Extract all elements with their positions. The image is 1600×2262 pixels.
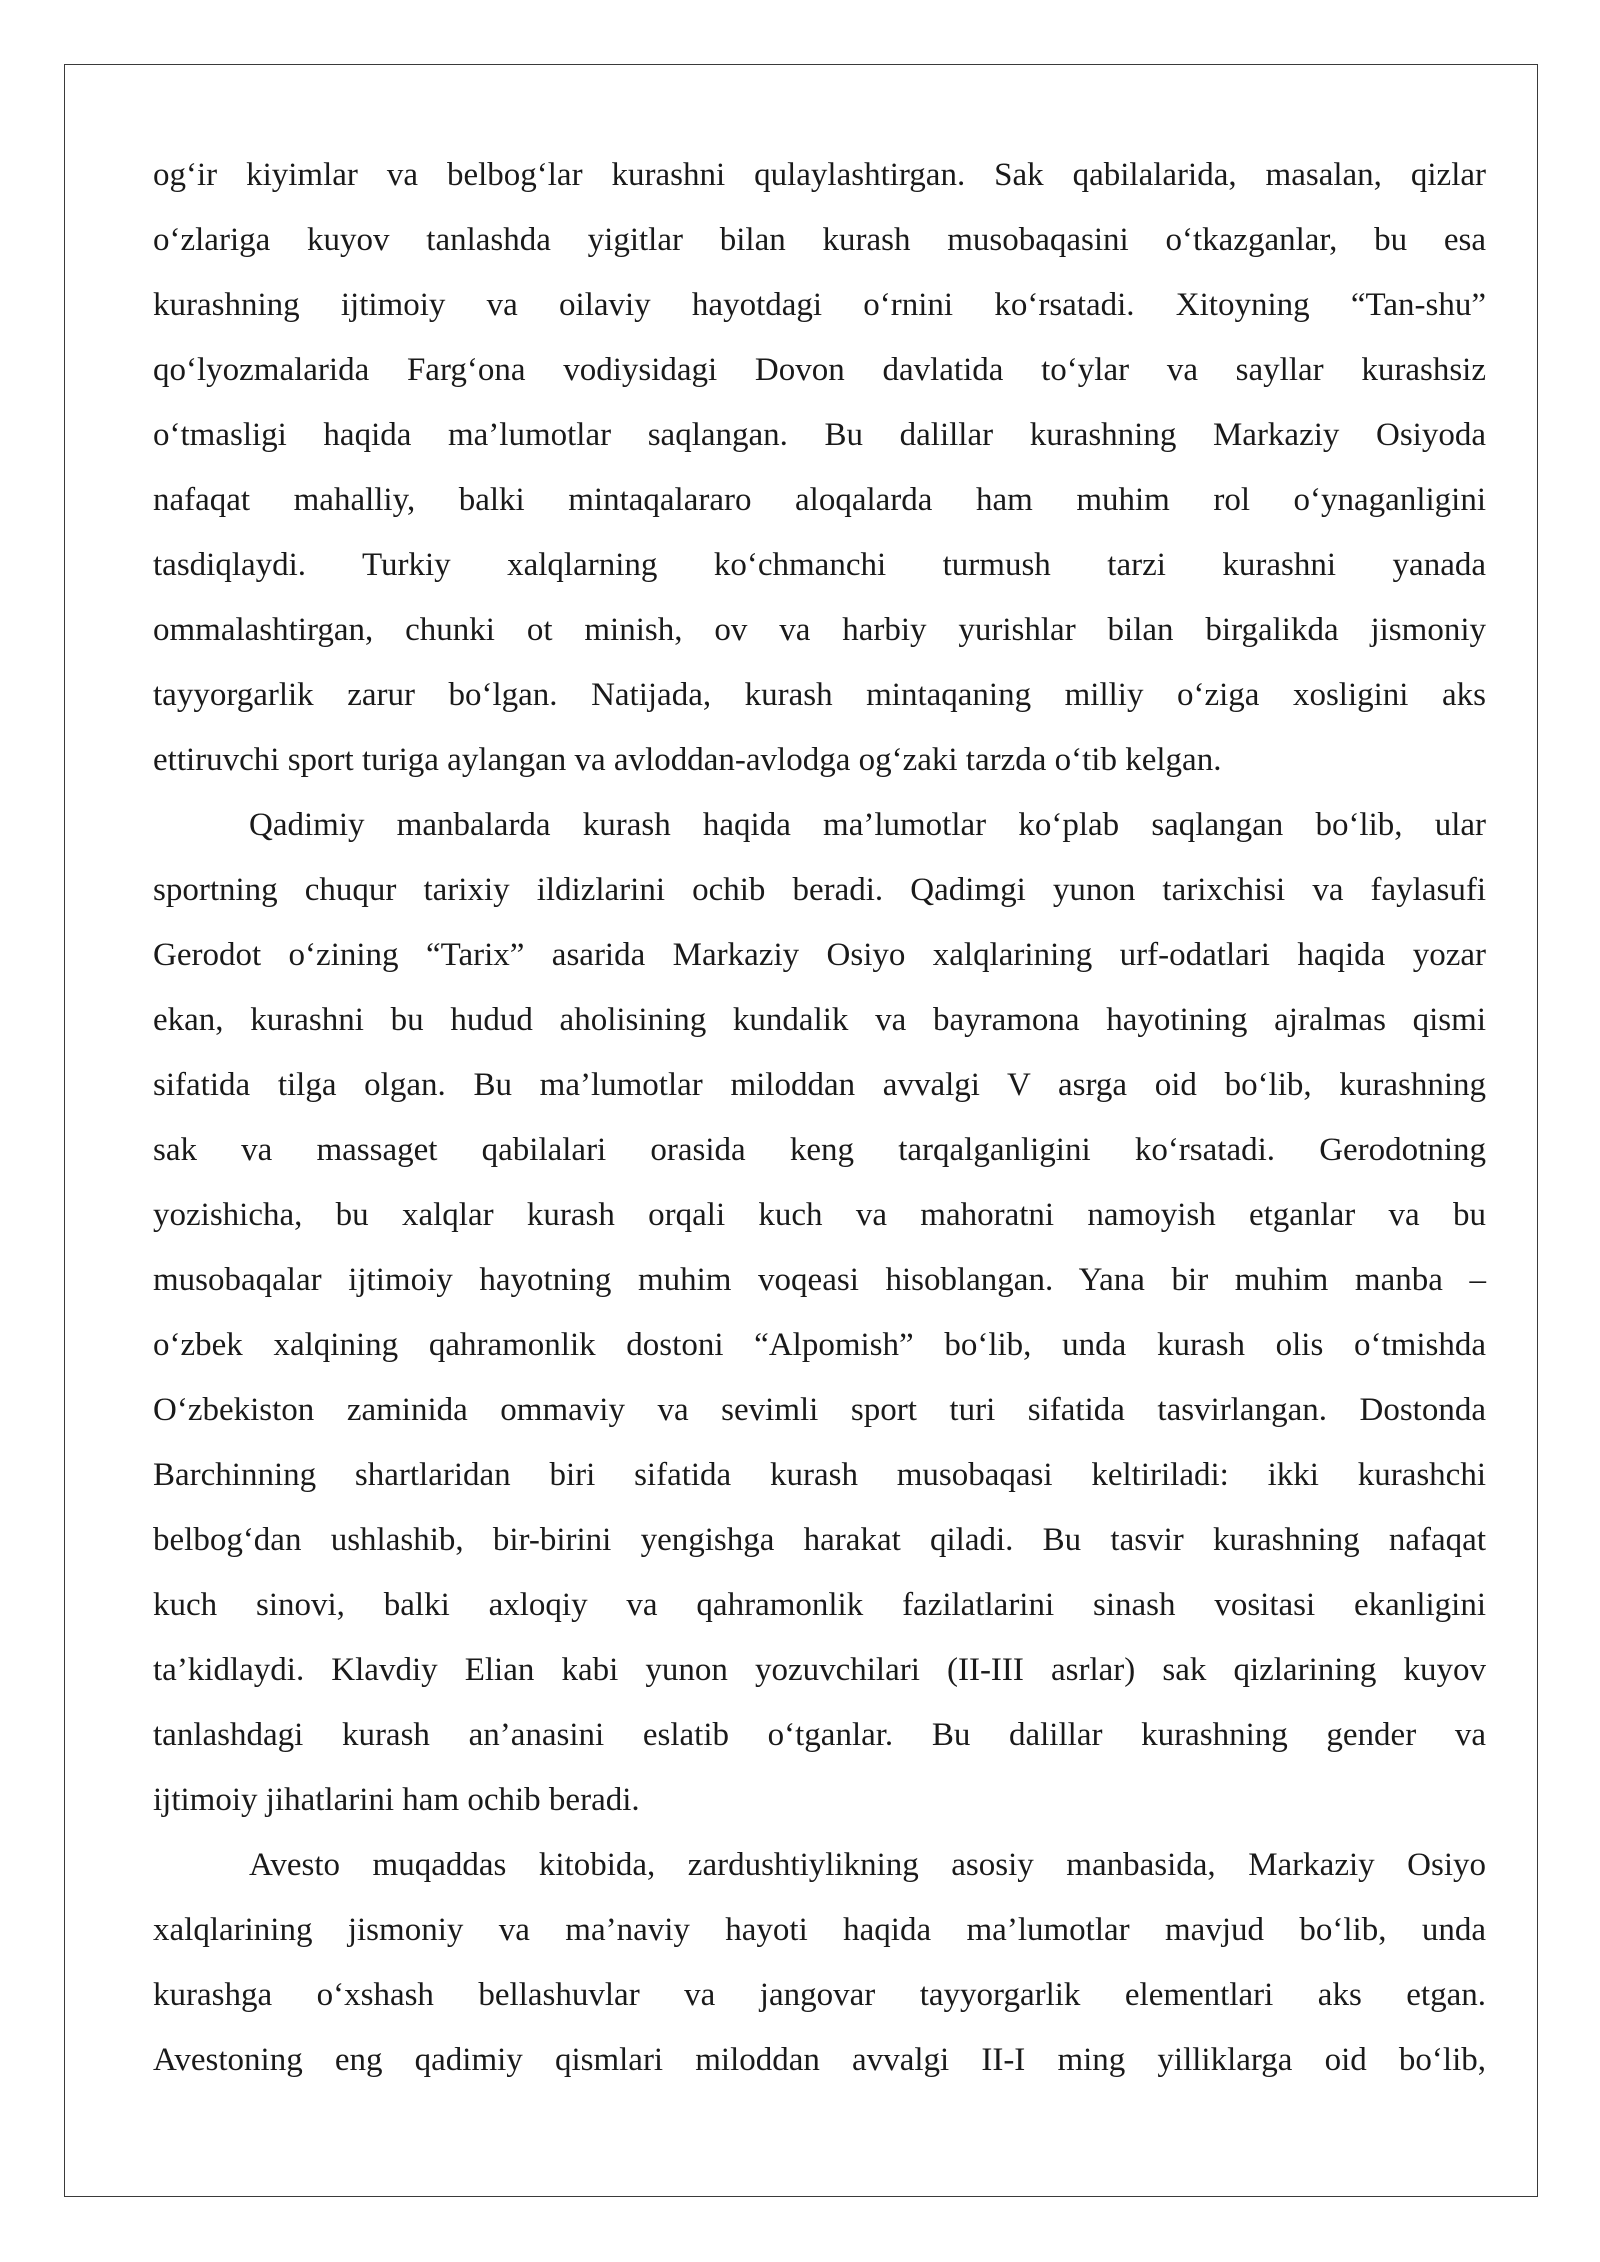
- paragraph-2: [153, 793, 1486, 1833]
- text-line: ettiruvchi sport turiga aylangan va avloddan-avlodga og‘zaki tarzda o‘tib kelgan.: [153, 742, 1222, 778]
- text-line: Avestoning eng qadimiy qismlari miloddan avvalgi II-I ming yilliklarga oid bo‘lib,: [153, 2042, 1486, 2078]
- text-line: kuch sinovi, balki axloqiy va qahramonlik fazilatlarini sinash vositasi ekanligini: [153, 1587, 1486, 1623]
- text-line: musobaqalar ijtimoiy hayotning muhim voqeasi hisoblangan. Yana bir muhim manba –: [153, 1262, 1486, 1298]
- text-line: ekan, kurashni bu hudud aholisining kundalik va bayramona hayotining ajralmas qismi: [153, 1002, 1486, 1038]
- paragraph-1: [153, 143, 1486, 793]
- text-line: nafaqat mahalliy, balki mintaqalararo aloqalarda ham muhim rol o‘ynaganligini: [153, 482, 1486, 518]
- text-line: kurashning ijtimoiy va oilaviy hayotdagi o‘rnini ko‘rsatadi. Xitoyning “Tan-shu”: [153, 287, 1486, 323]
- text-line: tayyorgarlik zarur bo‘lgan. Natijada, kurash mintaqaning milliy o‘ziga xosligini aks: [153, 677, 1486, 713]
- text-line: yozishicha, bu xalqlar kurash orqali kuch va mahoratni namoyish etganlar va bu: [153, 1197, 1486, 1233]
- text-line: ijtimoiy jihatlarini ham ochib beradi.: [153, 1782, 640, 1818]
- text-line: qo‘lyozmalarida Farg‘ona vodiysidagi Dovon davlatida to‘ylar va sayllar kurashsiz: [153, 352, 1486, 388]
- text-line: tasdiqlaydi. Turkiy xalqlarning ko‘chmanchi turmush tarzi kurashni yanada: [153, 547, 1486, 583]
- text-line: Gerodot o‘zining “Tarix” asarida Markaziy Osiyo xalqlarining urf-odatlari haqida yozar: [153, 937, 1486, 973]
- text-line: ommalashtirgan, chunki ot minish, ov va harbiy yurishlar bilan birgalikda jismoniy: [153, 612, 1486, 648]
- text-line: xalqlarining jismoniy va ma’naviy hayoti haqida ma’lumotlar mavjud bo‘lib, unda: [153, 1912, 1486, 1948]
- text-line: sportning chuqur tarixiy ildizlarini ochib beradi. Qadimgi yunon tarixchisi va faylasufi: [153, 872, 1486, 908]
- text-line: kurashga o‘xshash bellashuvlar va jangovar tayyorgarlik elementlari aks etgan.: [153, 1977, 1486, 2013]
- text-line: belbog‘dan ushlashib, bir-birini yengishga harakat qiladi. Bu tasvir kurashning nafaqat: [153, 1522, 1486, 1558]
- text-line: Avesto muqaddas kitobida, zardushtiylikning asosiy manbasida, Markaziy Osiyo: [249, 1847, 1486, 1883]
- text-line: sak va massaget qabilalari orasida keng tarqalganligini ko‘rsatadi. Gerodotning: [153, 1132, 1486, 1168]
- text-line: O‘zbekiston zaminida ommaviy va sevimli sport turi sifatida tasvirlangan. Dostonda: [153, 1392, 1486, 1428]
- text-line: o‘tmasligi haqida ma’lumotlar saqlangan. Bu dalillar kurashning Markaziy Osiyoda: [153, 417, 1486, 453]
- text-line: Qadimiy manbalarda kurash haqida ma’lumotlar ko‘plab saqlangan bo‘lib, ular: [249, 807, 1486, 843]
- text-line: og‘ir kiyimlar va belbog‘lar kurashni qulaylashtirgan. Sak qabilalarida, masalan, qizlar: [153, 157, 1486, 193]
- text-line: ta’kidlaydi. Klavdiy Elian kabi yunon yozuvchilari (II-III asrlar) sak qizlarining kuyov: [153, 1652, 1486, 1688]
- document-body: [153, 143, 1486, 2093]
- text-line: Barchinning shartlaridan biri sifatida kurash musobaqasi keltiriladi: ikki kurashchi: [153, 1457, 1486, 1493]
- text-line: sifatida tilga olgan. Bu ma’lumotlar miloddan avvalgi V asrga oid bo‘lib, kurashning: [153, 1067, 1486, 1103]
- text-line: o‘zlariga kuyov tanlashda yigitlar bilan kurash musobaqasini o‘tkazganlar, bu esa: [153, 222, 1486, 258]
- text-line: o‘zbek xalqining qahramonlik dostoni “Alpomish” bo‘lib, unda kurash olis o‘tmishda: [153, 1327, 1486, 1363]
- paragraph-3: [153, 1833, 1486, 2093]
- text-line: tanlashdagi kurash an’anasini eslatib o‘tganlar. Bu dalillar kurashning gender va: [153, 1717, 1486, 1753]
